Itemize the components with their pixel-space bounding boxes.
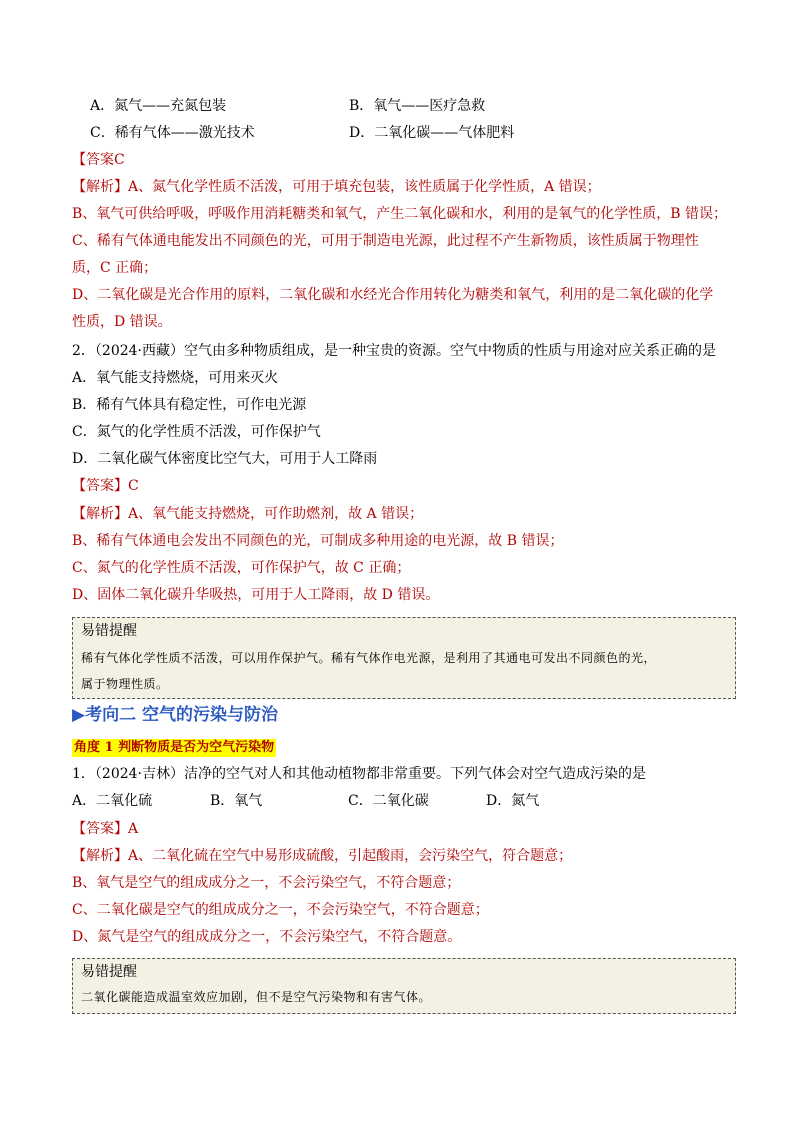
q1-option-d: D．二氧化碳——气体肥料	[349, 125, 515, 141]
q1-option-b: B．氧气——医疗急救	[349, 98, 486, 114]
q1-option-c: C．稀有气体——激光技术	[90, 125, 255, 141]
q1-analysis-d1: D、二氧化碳是光合作用的原料，二氧化碳和水经光合作用转化为糖类和氧气，利用的是二氧化碳的化学	[72, 287, 714, 303]
q3-analysis-c: C、二氧化碳是空气的组成成分之一，不会污染空气，不符合题意；	[72, 902, 489, 918]
tip-line-1: 二氧化碳能造成温室效应加剧，但不是空气污染物和有害气体。	[81, 990, 432, 1004]
tip-title: 易错提醒	[81, 623, 137, 639]
answer-value: C	[114, 152, 125, 168]
q3-option-d: D．氮气	[486, 793, 540, 809]
q2-option-a: A．氧气能支持燃烧，可用来灭火	[72, 370, 279, 386]
q3-option-a: A．二氧化硫	[72, 793, 153, 809]
tip-line-2: 属于物理性质。	[81, 677, 169, 691]
q2-answer	[72, 477, 139, 495]
analysis-tag: 【解析】	[72, 848, 128, 864]
tip-title: 易错提醒	[81, 964, 137, 980]
q2-analysis-d: D、固体二氧化碳升华吸热，可用于人工降雨，故 D 错误。	[72, 587, 440, 603]
tip-box-mistake-2	[72, 958, 736, 1014]
answer-tag: 【答案	[72, 152, 114, 168]
answer-tag: 【答案】	[72, 821, 128, 837]
analysis-tag: 【解析】	[72, 179, 128, 195]
q3-option-c: C．二氧化碳	[348, 793, 429, 809]
q3-analysis-a: 【解析】A、二氧化硫在空气中易形成硫酸，引起酸雨，会污染空气，符合题意；	[72, 848, 573, 864]
q2-analysis-a: 【解析】A、氧气能支持燃烧，可作助燃剂，故 A 错误；	[72, 506, 424, 522]
q3-analysis-d: D、氮气是空气的组成成分之一，不会污染空气，不符合题意。	[72, 929, 462, 945]
q1-analysis-c2: 质，C 正确；	[72, 260, 158, 276]
q2-analysis-c: C、氮气的化学性质不活泼，可作保护气，故 C 正确；	[72, 560, 411, 576]
tip-box-mistake	[72, 617, 736, 699]
triangle-arrow-icon: ▶	[72, 705, 86, 725]
tip-line-1: 稀有气体化学性质不活泼，可以用作保护气。稀有气体作电光源，是利用了其通电可发出不同颜色的光，	[81, 651, 657, 665]
angle-label: 角度 1 判断物质是否为空气污染物	[74, 740, 275, 755]
q1-analysis-a: 【解析】A、氮气化学性质不活泼，可用于填充包装，该性质属于化学性质，A 错误；	[72, 179, 601, 195]
q2-option-d: D．二氧化碳气体密度比空气大，可用于人工降雨	[72, 451, 378, 467]
q2-analysis-b: B、稀有气体通电会发出不同颜色的光，可制成多种用途的电光源，故 B 错误；	[72, 533, 564, 549]
section-heading	[72, 704, 278, 726]
q3-option-b: B．氧气	[210, 793, 263, 809]
section-title: 考向二 空气的污染与防治	[85, 705, 278, 725]
q1-analysis-b: B、氧气可供给呼吸，呼吸作用消耗糖类和氧气，产生二氧化碳和水，利用的是氧气的化学性质，B 错误；	[72, 206, 728, 222]
q1-option-a: A．氮气——充氮包装	[90, 98, 227, 114]
q2-stem: 2．（2024·西藏）空气由多种物质组成，是一种宝贵的资源。空气中物质的性质与用途对应关系正确的是	[72, 343, 716, 359]
q1-answer	[72, 151, 125, 169]
answer-tag: 【答案】	[72, 478, 128, 494]
q1-analysis-d2: 性质，D 错误。	[72, 314, 172, 330]
q3-answer	[72, 820, 138, 838]
q2-option-b: B．稀有气体具有稳定性，可作电光源	[72, 397, 307, 413]
q2-option-c: C．氮气的化学性质不活泼，可作保护气	[72, 424, 321, 440]
answer-value: A	[128, 821, 139, 837]
answer-value: C	[128, 478, 139, 494]
analysis-tag: 【解析】	[72, 506, 128, 522]
q1-analysis-c1: C、稀有气体通电能发出不同颜色的光，可用于制造电光源，此过程不产生新物质，该性质属于物理性	[72, 233, 699, 249]
q3-stem: 1．（2024·吉林）洁净的空气对人和其他动植物都非常重要。下列气体会对空气造成污染的是	[72, 766, 646, 782]
q3-analysis-b: B、氧气是空气的组成成分之一，不会污染空气，不符合题意；	[72, 875, 461, 891]
